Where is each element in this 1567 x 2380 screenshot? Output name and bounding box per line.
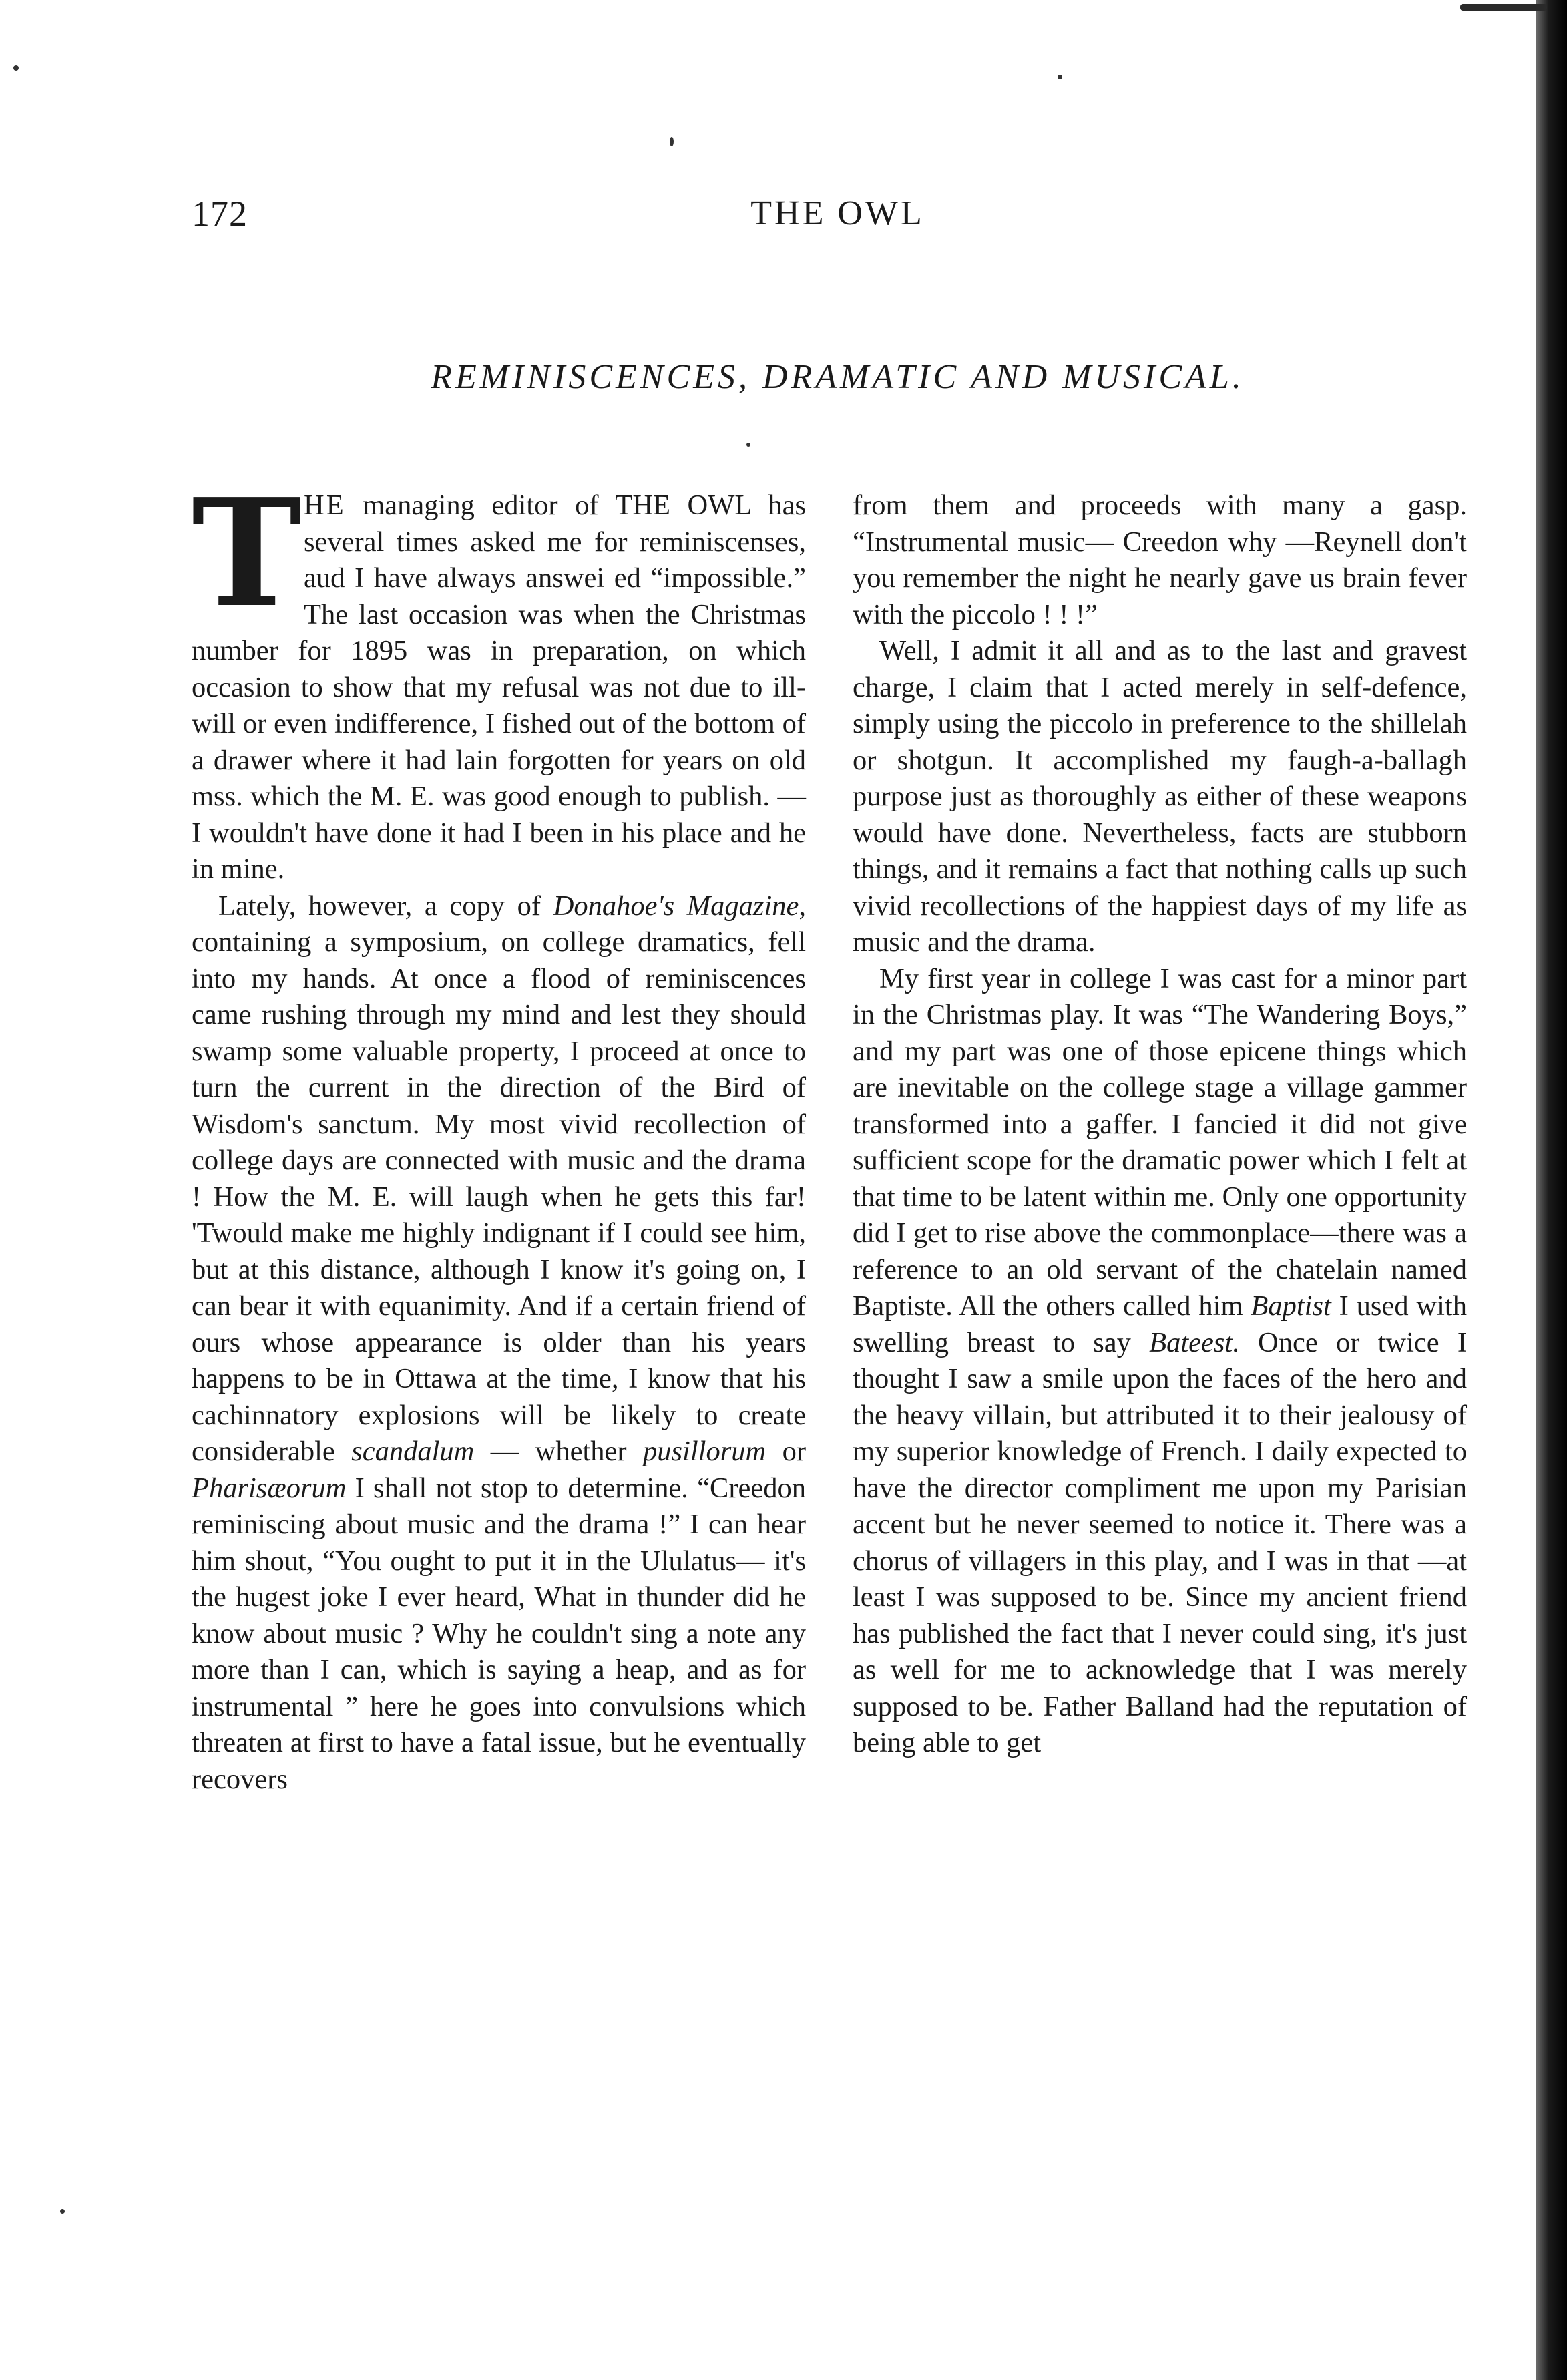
paragraph-text: I shall not stop to determine. “Creedon reminiscing about music and the drama !” I can hear him shout, “You ought to put it in the Ululatus— it's the hugest joke I ever heard, What in thunder did he know about music ? Why he couldn't sing a note any more than I can, which is saying a heap, and as for instrumental ” here he goes into convulsions which threaten at first to have a fatal issue, but he eventually recovers: [192, 1472, 806, 1795]
paragraph-text: Lately, however, a copy of: [218, 889, 553, 922]
scan-speck: [60, 2209, 65, 2214]
paragraph-text: My first year in college I was cast for a minor part in the Christmas play. It was “The Wandering Boys,” and my part was one of those epicene things which are inevitable on the college stage a village gammer transformed into a gaffer. I fancied it did not give sufficient scope for the dramatic power which I felt at that time to be latent within me. Only one opportunity did I get to rise above the commonplace—there was a reference to an old servant of the chatelain named Baptiste. All the others called him: [853, 962, 1467, 1322]
journal-title: THE OWL: [750, 194, 925, 232]
paragraph: [853, 961, 1467, 1762]
latin-term: scandalum: [351, 1436, 475, 1467]
paragraph: [853, 487, 1467, 633]
scan-speck: [746, 443, 750, 447]
page-number: 172: [192, 194, 248, 234]
paragraph-text: managing editor of THE OWL has several times asked me for reminiscenses, aud I have always answei ed “impossible.” The last occasion was when the Christmas number for 1895 was in preparation, on which occasion to show that my refusal was not due to ill-will or even indifference, I fished out of the bottom of a drawer where it had lain forgotten for years on old mss. which the M. E. was good enough to publish. —I wouldn't have done it had I been in his place and he in mine.: [192, 489, 806, 885]
paragraph-text: Well, I admit it all and as to the last and gravest charge, I claim that I acted merely in self-defence, simply using the piccolo in preference to the shillelah or shotgun. It accomplished my faugh-a-ballagh purpose just as thoroughly as either of these weapons would have done. Nevertheless, facts are stubborn things, and it remains a fact that nothing calls up such vivid recollections of the happiest days of my life as music and the drama.: [853, 635, 1467, 958]
paragraph-text: or: [766, 1436, 807, 1467]
paragraph-text: I used with swelling breast to say: [853, 1290, 1467, 1358]
paragraph-text: — whether: [474, 1436, 643, 1467]
paragraph: [853, 633, 1467, 961]
latin-term: Pharisæorum: [192, 1472, 347, 1504]
article-title: REMINISCENCES, DRAMATIC AND MUSICAL.: [431, 358, 1245, 396]
left-column: [192, 467, 807, 1798]
paragraph-text: Once or twice I thought I saw a smile upon the faces of the hero and the heavy villain, but attributed it to their jealousy of my superior knowledge of French. I daily expected to have the director compliment me upon my Parisian accent but he never seemed to notice it. There was a chorus of villagers in this play, and I was in that —at least I was supposed to be. Since my ancient friend has published the fact that I never could sing, it's just as well for me to acknowledge that I was merely supposed to be. Father Balland had the reputation of being able to get: [853, 1326, 1467, 1758]
paragraph-text: , containing a symposium, on college dramatics, fell into my hands. At once a flood of reminiscences came rushing through my mind and lest they should swamp some valuable property, I proceed at once to turn the current in the direction of the Bird of Wisdom's sanctum. My most vivid recollection of college days are connected with music and the drama ! How the M. E. will laugh when he gets this far! 'Twould make me highly indignant if I could see him, but at this distance, although I know it's going on, I can bear it with equanimity. And if a certain friend of ours whose appearance is older than his years happens to be in Ottawa at the time, I know that his cachinnatory explosions will be likely to create considerable: [192, 889, 806, 1467]
name-baptist: Baptist: [1251, 1290, 1331, 1322]
scan-speck: [13, 65, 19, 71]
page-edge-shadow: [1536, 0, 1567, 2380]
name-bateest: Bateest.: [1149, 1326, 1240, 1358]
paragraph-text: from them and proceeds with many a gasp. “Instrumental music— Creedon why —Reynell don't you remember the night he nearly gave us brain fever with the piccolo ! ! !”: [853, 489, 1467, 630]
paragraph: [192, 888, 806, 1798]
right-column: [853, 487, 1467, 1762]
latin-term: pusillorum: [642, 1436, 766, 1467]
scan-speck: [670, 137, 674, 146]
drop-cap: T: [192, 467, 302, 640]
paragraph: [192, 467, 806, 888]
page-edge-mark: [1460, 4, 1547, 11]
opening-word: HE: [304, 489, 346, 521]
magazine-title: Donahoe's Magazine: [553, 889, 799, 922]
running-head: [192, 190, 1484, 237]
scan-speck: [1058, 75, 1062, 79]
